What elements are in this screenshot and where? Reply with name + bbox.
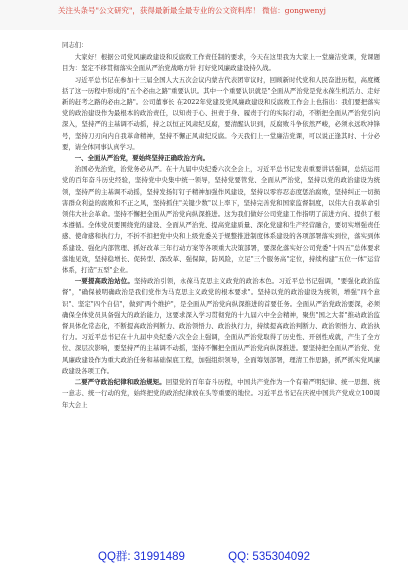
qq-group: QQ群: 31991489 (98, 551, 185, 563)
paragraph-background: 习近平总书记在参加十三届全国人大五次会议内蒙古代表团审议时，回顾新时代党和人民奋进历程，高度概括了这一历程中形成的"五个必由之路"重要认识。其中一个重要认识就是"全面从严治党是党永葆生机活力、走好新的赶考之路的必由之路"。公司董事长 在2022年党建及党风廉政建设和反腐败工作会上也指出：我们要把落实党的政治建设作为最根本的政治责任，以知责于心、担责于身、履责于行的实际行动，不断把全面从严治党引向深入，坚持严的主基调不动摇，持之以恒正风肃纪反腐，要清醒认识到，反腐败斗争依然严峻，必须永远吹冲锋号，坚持刀刃向内自我革命精神，坚持不懈正风肃纪反腐。今天我们上一堂廉洁党课，可以说正逢其时、十分必要，请全体同事认真学习。 (62, 75, 380, 151)
paragraph-subsection-2-text: 回望党的百年奋斗历程，中国共产党作为一个有着严明纪律、统一思想、统一意志、统一行动的党，始终把党的政治纪律放在头等重要的地位。习近平总书记在庆祝中国共产党成立100周年大会上 (62, 378, 381, 409)
header-banner (0, 0, 408, 30)
paragraph-section-1: 治国必先治党，治党务必从严。在十九届中央纪委六次全会上，习近平总书记发表重要讲话强调，总结运用党的百年奋斗历史经验，坚持党中央集中统一领导，坚持党要管党、全面从严治党，坚持以党的政治建设为统领，坚持严的主基调不动摇，坚持发扬钉钉子精神加强作风建设，坚持以零容忍态度惩治腐败，坚持纠正一切损害群众利益的腐败和不正之风，坚持抓住"关键少数"以上率下，坚持完善党和国家监督制度，以伟大自我革命引领伟大社会革命。坚持不懈把全面从严治党向纵深推进。这为我们做好公司党建工作指明了前进方向、提供了根本遵循。全体党员要围绕党的建设、全面从严治党、提高党建质量、深化党建和生产经营融合，要切实增强责任感、使命感和执行力，不折不扣把党中央和上级党委关于规整推进制度体系建设的各项部署落实到位，落实到体系建设、强化内部管理、抓好改革三年行动方案等各项重大决策部署，要深化落实好公司党委"十四五"总体要求落地见效，坚持稳增长、促转型、深改革、强保障，防风险，立足"三个服务高"定位，持续构建"五位一体"运营体系，打造"五型"企业。 (62, 165, 380, 275)
paragraph-subsection-1 (62, 276, 380, 377)
paragraph-subsection-1-text: 坚持政治引领，永葆马克思主义政党的政治本色。习近平总书记强调，"要强化政治监督"，"确保被明确政治是我们党作为马克思主义政党的根本要求"。坚持以党的政治建设为统领，增强"四个意识"、坚定"四个自信"，做到"两个维护"，是全面从严治党向纵深推进的首要任务。全面从严治党政治要深，必须确保全体党员具备强大的政治能力，这要求深入学习贯彻党的十九届六中全会精神，聚焦"国之大者"推动政治监督具体化常态化，不断提高政治判断力、政治领悟力、政治执行力，持续提高政治判断力、政治领悟力、政治执行力。习近平总书记在十九届中央纪委六次全会上强调，全面从严治党取得了历史性、开创性成就，产生了全方位、深层次影响，要坚持严的主基调不动摇，坚持不懈把全面从严治党向纵深推进。要坚持把全面从严治党、党风廉政建设作为重大政治任务和基础保底工程，加强组织领导，全面筹划部署，理清工作思路，抓严抓实党风廉政建设各项工作。 (62, 277, 380, 375)
paragraph-subsection-2 (62, 377, 380, 411)
greeting: 同志们： (62, 41, 88, 49)
subheading-1: 一要提高政治站位。 (74, 277, 134, 286)
banner-text: 关注头条号"公文研究"，获得最新最全最专业的公文资料库！ 微信：gongwenyj (58, 6, 326, 15)
paragraph-intro: 大家好！根据公司党风廉政建设和反腐败工作责任制的要求，今天在这里我为大家上一堂廉洁党课，党课题目为：坚定不移贯彻落实全面从严治党战略方针 打好党风廉政建设持久战。 (62, 53, 380, 73)
section-heading-1: 一、全面从严治党，要始终坚持正确政治方向。 (74, 154, 209, 163)
document-body (62, 40, 380, 411)
qq-number: QQ: 535304092 (228, 551, 310, 563)
footer-contact (0, 548, 408, 570)
subheading-2: 二要严守政治纪律和政治规矩。 (74, 378, 166, 387)
